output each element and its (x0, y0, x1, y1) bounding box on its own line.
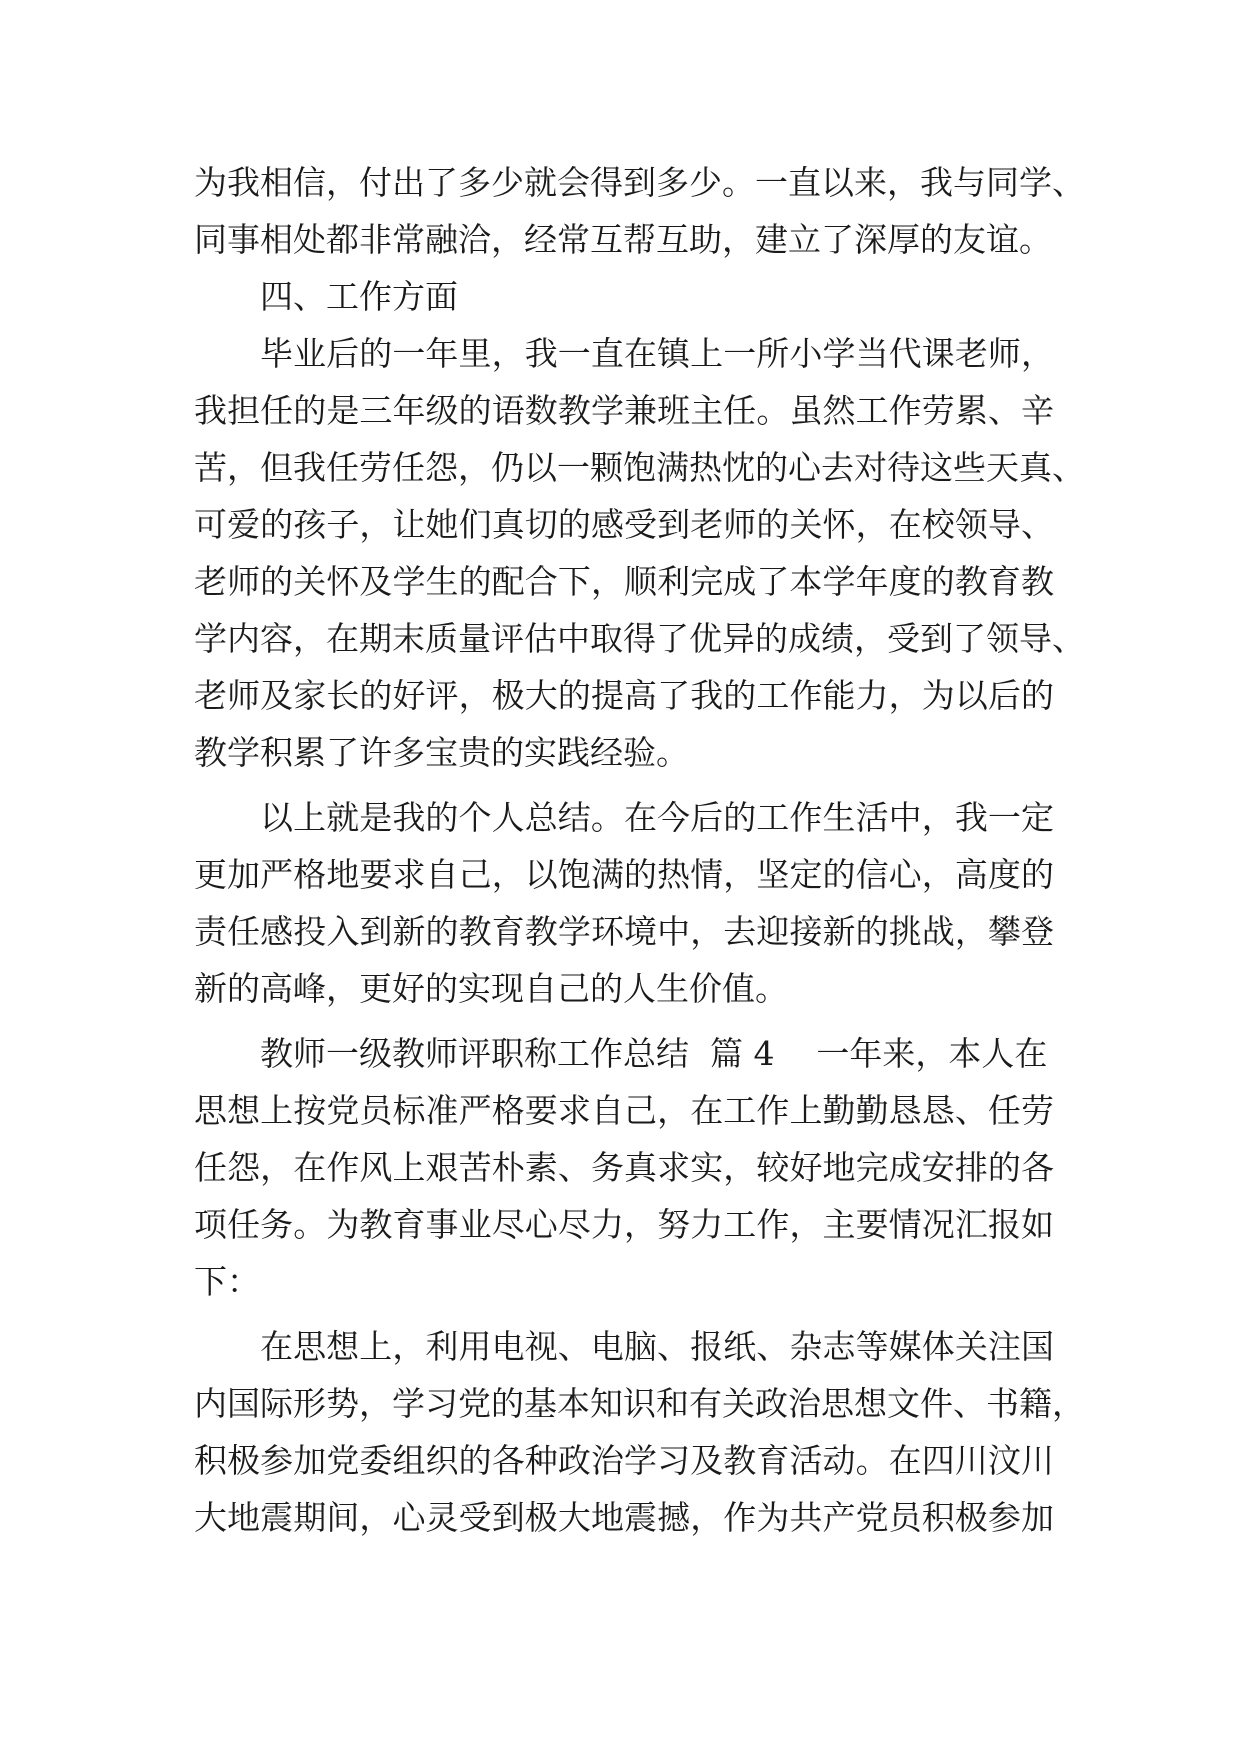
text-line: 可爱的孩子，让她们真切的感受到老师的关怀，在校领导、 (194, 505, 1054, 544)
text-line: 更加严格地要求自己，以饱满的热情，坚定的信心，高度的 (194, 855, 1054, 894)
text-line: 项任务。为教育事业尽心尽力，努力工作，主要情况汇报如 (194, 1205, 1054, 1244)
text-line: 老师的关怀及学生的配合下，顺利完成了本学年度的教育教 (194, 562, 1054, 601)
text-line: 在思想上，利用电视、电脑、报纸、杂志等媒体关注国 (260, 1327, 1054, 1366)
text-line: 任怨，在作风上艰苦朴素、务真求实，较好地完成安排的各 (194, 1148, 1054, 1187)
text-line: 积极参加党委组织的各种政治学习及教育活动。在四川汶川 (194, 1441, 1054, 1480)
text-line: 苦，但我任劳任怨，仍以一颗饱满热忱的心去对待这些天真、 (194, 448, 1085, 487)
text-line: 思想上按党员标准严格要求自己，在工作上勤勤恳恳、任劳 (194, 1091, 1054, 1130)
text-line: 教学积累了许多宝贵的实践经验。 (194, 733, 689, 772)
text-line: 以上就是我的个人总结。在今后的工作生活中，我一定 (260, 798, 1054, 837)
text-line: 毕业后的一年里，我一直在镇上一所小学当代课老师， (260, 334, 1054, 373)
text-line: 同事相处都非常融洽，经常互帮互助，建立了深厚的友谊。 (194, 220, 1052, 259)
text-line: 老师及家长的好评，极大的提高了我的工作能力，为以后的 (194, 676, 1054, 715)
document-body (194, 154, 1085, 1546)
text-line: 下： (194, 1262, 260, 1301)
text-line: 新的高峰，更好的实现自己的人生价值。 (194, 969, 788, 1008)
text-line: 大地震期间，心灵受到极大地震撼，作为共产党员积极参加 (194, 1498, 1054, 1537)
text-line: 内国际形势，学习党的基本知识和有关政治思想文件、书籍， (194, 1384, 1085, 1423)
article-title-line: 教师一级教师评职称工作总结 篇 4 一年来，本人在 (260, 1034, 1048, 1073)
text-line: 学内容，在期末质量评估中取得了优异的成绩，受到了领导、 (194, 619, 1085, 658)
text-line: 我担任的是三年级的语数教学兼班主任。虽然工作劳累、辛 (194, 391, 1054, 430)
section-heading: 四、工作方面 (260, 277, 458, 316)
text-line: 为我相信，付出了多少就会得到多少。一直以来，我与同学、 (194, 163, 1085, 202)
text-line: 责任感投入到新的教育教学环境中，去迎接新的挑战，攀登 (194, 912, 1054, 951)
